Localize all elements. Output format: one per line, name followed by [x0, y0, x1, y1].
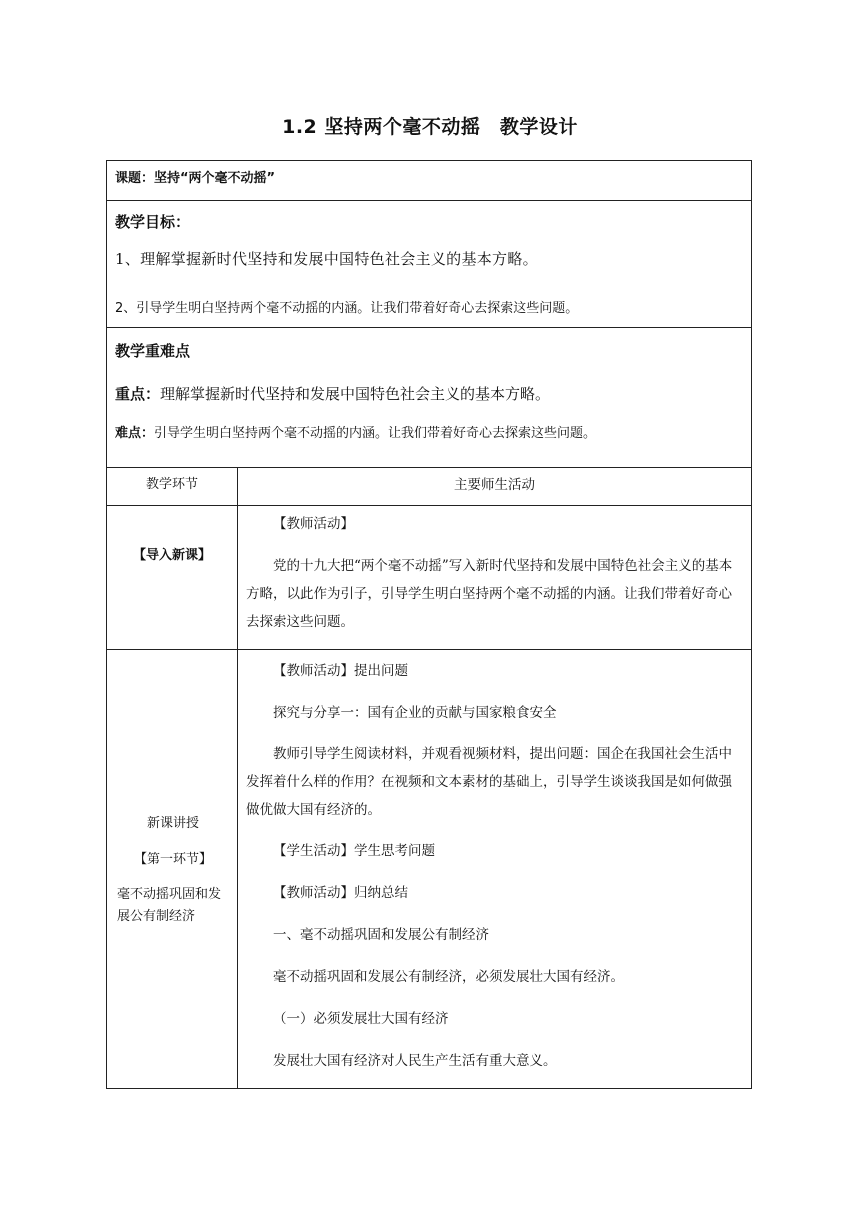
- key-points-row: [106, 327, 752, 467]
- lesson-line: 教师引导学生阅读材料，并观看视频材料，提出问题：国企在我国社会生活中发挥着什么样的作用？在视频和文本素材的基础上，引导学生谈谈我国是如何做强做优做大国有经济的。: [246, 746, 732, 818]
- new-lesson-stage: 新课讲授: [146, 816, 199, 831]
- intro-stage: 【导入新课】: [107, 506, 238, 649]
- lesson-line: 【教师活动】提出问题: [273, 663, 408, 679]
- objectives-heading: 教学目标：: [115, 213, 191, 231]
- lesson-line: （一）必须发展壮大国有经济: [273, 1011, 449, 1027]
- new-lesson-activities: [238, 650, 751, 1088]
- topic-row: [106, 160, 752, 200]
- objectives-row: [106, 200, 752, 327]
- key-label: 重点：: [115, 385, 161, 403]
- intro-row: [106, 505, 752, 649]
- objective-item-2: 2、引导学生明白坚持两个毫不动摇的内涵。让我们带着好奇心去探索这些问题。: [115, 301, 579, 316]
- table-header-row: [106, 467, 752, 505]
- intro-activities: [238, 506, 751, 649]
- lesson-line: 探究与分享一：国有企业的贡献与国家粮食安全: [273, 705, 557, 721]
- difficult-label: 难点：: [115, 426, 155, 441]
- intro-activity-label: 【教师活动】: [273, 516, 354, 532]
- key-text: 理解掌握新时代坚持和发展中国特色社会主义的基本方略。: [160, 385, 551, 403]
- lesson-line: 发展壮大国有经济对人民生产生活有重大意义。: [273, 1053, 557, 1069]
- new-lesson-section: 【第一环节】: [133, 852, 212, 867]
- lesson-plan-table: [106, 160, 752, 1089]
- difficult-point: [115, 422, 743, 441]
- new-lesson-stage-cell: [107, 650, 238, 1088]
- lesson-line: 【学生活动】学生思考问题: [273, 843, 435, 859]
- new-lesson-row: [106, 649, 752, 1089]
- difficult-text: 引导学生明白坚持两个毫不动摇的内涵。让我们带着好奇心去探索这些问题。: [154, 426, 597, 441]
- lesson-line: 一、毫不动摇巩固和发展公有制经济: [273, 927, 489, 943]
- intro-text: 党的十九大把“两个毫不动摇”写入新时代坚持和发展中国特色社会主义的基本方略，以此作为引子，引导学生明白坚持两个毫不动摇的内涵。让我们带着好奇心去探索这些问题。: [246, 558, 733, 630]
- objective-item-1: 1、理解掌握新时代坚持和发展中国特色社会主义的基本方略。: [115, 250, 538, 268]
- key-point: [115, 383, 743, 404]
- header-stage: 教学环节: [107, 468, 238, 505]
- lesson-line: 毫不动摇巩固和发展公有制经济，必须发展壮大国有经济。: [273, 969, 624, 985]
- key-points-heading: 教学重难点: [115, 342, 191, 360]
- topic-text: 课题：坚持“两个毫不动摇”: [115, 171, 276, 186]
- lesson-line: 【教师活动】归纳总结: [273, 885, 408, 901]
- document-title: 1.2 坚持两个毫不动摇 教学设计: [282, 116, 578, 138]
- header-activities: 主要师生活动: [454, 477, 535, 493]
- new-lesson-section-title: 毫不动摇巩固和发展公有制经济: [117, 887, 222, 924]
